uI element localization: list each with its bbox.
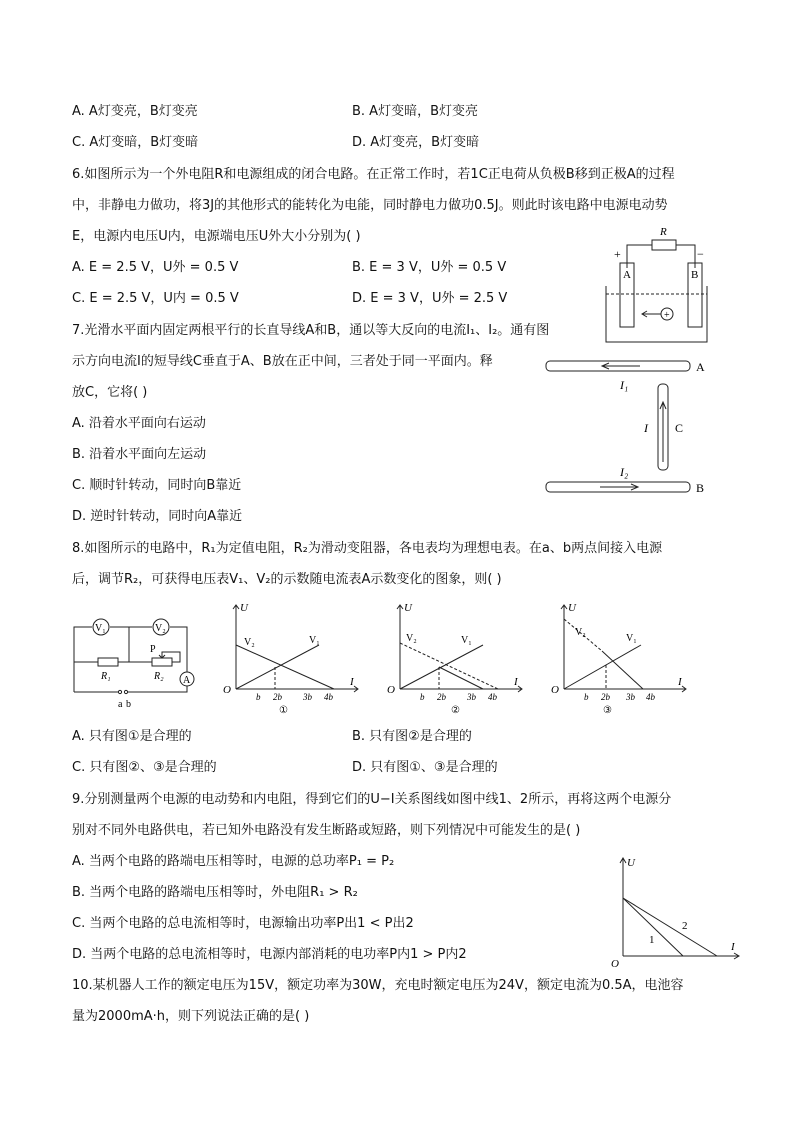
q7-fig-label-c: C xyxy=(675,421,684,435)
q8-g3-u: U xyxy=(568,602,576,614)
q6-fig-label-a: A xyxy=(623,269,631,281)
q6-stem-line3: E，电源内电压U内，电源端电压U外大小分别为( ) xyxy=(72,229,361,244)
q9-stem-line2: 别对不同外电路供电，若已知外电路没有发生断路或短路，则下列情况中可能发生的是( ) xyxy=(72,823,581,838)
q8-g1-tick-b: b xyxy=(256,692,261,702)
q8-g2-v2: V₂ xyxy=(406,633,417,644)
q6-fig-label-r: R xyxy=(660,226,667,238)
q6-option-c: C. E = 2.5 V，U内 = 0.5 V xyxy=(72,291,239,306)
q8-circuit-v1: V₁ xyxy=(95,623,106,634)
q8-g2-u: U xyxy=(404,602,412,614)
q8-option-a: A. 只有图①是合理的 xyxy=(72,729,192,744)
q7-fig-label-b: B xyxy=(696,481,705,495)
q6-fig-label-b: B xyxy=(691,269,699,281)
q7-option-b: B. 沿着水平面向左运动 xyxy=(72,447,207,462)
q8-g3-tick-b: b xyxy=(584,692,589,702)
q8-g1-v2: V₂ xyxy=(244,637,255,648)
q8-circuit-a: A xyxy=(183,675,191,686)
q6-fig-label-minus: − xyxy=(697,247,704,261)
q8-graph-3 xyxy=(546,597,701,719)
q7-wires-figure xyxy=(540,352,720,502)
q6-stem-line1: 6.如图所示为一个外电阻R和电源组成的闭合电路。在正常工作时，若1C正电荷从负极B移到正极A的过程 xyxy=(72,167,675,182)
q6-fig-label-charge: + xyxy=(664,310,670,321)
q8-g2-caption: ② xyxy=(451,705,460,716)
q8-g3-tick-4b: 4b xyxy=(646,692,655,702)
q9-fig-i: I xyxy=(731,941,735,953)
q9-ui-graph xyxy=(605,850,745,970)
q8-g2-tick-3b: 3b xyxy=(467,692,476,702)
q7-option-d: D. 逆时针转动，同时向A靠近 xyxy=(72,509,243,524)
q8-circuit-figure xyxy=(68,612,203,712)
q8-circuit-r1: R₁ xyxy=(101,671,111,682)
q8-circuit-v2: V₂ xyxy=(155,623,166,634)
q9-fig-o: O xyxy=(611,958,619,970)
q8-g2-tick-2b: 2b xyxy=(437,692,446,702)
q6-fig-label-plus: + xyxy=(614,247,621,261)
q7-option-c: C. 顺时针转动，同时向B靠近 xyxy=(72,478,242,493)
q8-circuit-p: P xyxy=(150,644,156,655)
q9-option-a: A. 当两个电路的路端电压相等时，电源的总功率P₁ = P₂ xyxy=(72,854,395,869)
q7-option-a: A. 沿着水平面向右运动 xyxy=(72,416,206,431)
q8-g3-tick-2b: 2b xyxy=(601,692,610,702)
q8-g2-i: I xyxy=(514,676,518,688)
q5-option-b: B. A灯变暗，B灯变亮 xyxy=(352,104,478,119)
q8-g1-v1: V₁ xyxy=(309,635,320,646)
q8-g3-v2: V₂ xyxy=(575,627,586,638)
q8-g1-tick-2b: 2b xyxy=(273,692,282,702)
q7-fig-label-i: I xyxy=(644,421,648,435)
q8-g3-caption: ③ xyxy=(603,705,612,716)
q6-option-a: A. E = 2.5 V，U外 = 0.5 V xyxy=(72,260,239,275)
q9-option-d: D. 当两个电路的总电流相等时，电源内部消耗的电功率P内1 > P内2 xyxy=(72,947,467,962)
q8-g1-tick-3b: 3b xyxy=(303,692,312,702)
q8-g1-tick-4b: 4b xyxy=(324,692,333,702)
q7-fig-label-a: A xyxy=(696,360,705,374)
q7-stem-line3: 放C，它将( ) xyxy=(72,385,148,400)
q8-circuit-terminal-a: a xyxy=(118,699,123,710)
q8-stem-line2: 后，调节R₂，可获得电压表V₁、V₂的示数随电流表A示数变化的图象，则( ) xyxy=(72,572,502,587)
q8-g1-u: U xyxy=(240,602,248,614)
q6-option-b: B. E = 3 V，U外 = 0.5 V xyxy=(352,260,507,275)
q9-fig-line2: 2 xyxy=(682,920,688,932)
q5-option-d: D. A灯变亮，B灯变暗 xyxy=(352,135,480,150)
q8-g2-o: O xyxy=(387,684,395,696)
q8-g1-caption: ① xyxy=(279,705,288,716)
q8-option-c: C. 只有图②、③是合理的 xyxy=(72,760,217,775)
q7-fig-label-i2: I₂ xyxy=(620,465,629,479)
q9-fig-line1: 1 xyxy=(649,934,655,946)
q8-g1-o: O xyxy=(223,684,231,696)
q8-g3-o: O xyxy=(551,684,559,696)
q8-option-b: B. 只有图②是合理的 xyxy=(352,729,472,744)
q7-stem-line2: 示方向电流I的短导线C垂直于A、B放在正中间，三者处于同一平面内。释 xyxy=(72,354,493,369)
q6-option-d: D. E = 3 V，U外 = 2.5 V xyxy=(352,291,508,306)
q9-option-b: B. 当两个电路的路端电压相等时，外电阻R₁ > R₂ xyxy=(72,885,358,900)
q6-battery-figure xyxy=(600,218,715,348)
q8-g2-v1: V₁ xyxy=(461,635,472,646)
q8-option-d: D. 只有图①、③是合理的 xyxy=(352,760,498,775)
q10-stem-line2: 量为2000mA·h，则下列说法正确的是( ) xyxy=(72,1009,310,1024)
q8-g3-tick-3b: 3b xyxy=(626,692,635,702)
q9-stem-line1: 9.分别测量两个电源的电动势和内电阻，得到它们的U−I关系图线如图中线1、2所示，再将这两个电源分 xyxy=(72,792,672,807)
q9-fig-u: U xyxy=(627,857,635,869)
q6-stem-line2: 中，非静电力做功，将3J的其他形式的能转化为电能，同时静电力做功0.5J。则此时该电路中电源电动势 xyxy=(72,198,668,213)
q8-graph-2 xyxy=(382,597,537,719)
q8-g3-v1: V₁ xyxy=(626,633,637,644)
q7-fig-label-i1: I₁ xyxy=(620,378,629,392)
q5-option-c: C. A灯变暗，B灯变暗 xyxy=(72,135,199,150)
q7-stem-line1: 7.光滑水平面内固定两根平行的长直导线A和B，通以等大反向的电流I₁、I₂。通有图 xyxy=(72,323,550,338)
q5-option-a: A. A灯变亮，B灯变亮 xyxy=(72,104,198,119)
q8-graph-1 xyxy=(218,597,373,719)
q8-g3-i: I xyxy=(678,676,682,688)
q8-g2-tick-4b: 4b xyxy=(488,692,497,702)
q8-circuit-terminal-b: b xyxy=(126,699,131,710)
q8-circuit-r2: R₂ xyxy=(154,671,164,682)
q10-stem-line1: 10.某机器人工作的额定电压为15V，额定功率为30W，充电时额定电压为24V，额定电流为0.5A，电池容 xyxy=(72,978,684,993)
q8-stem-line1: 8.如图所示的电路中，R₁为定值电阻，R₂为滑动变阻器，各电表均为理想电表。在a、b两点间接入电源 xyxy=(72,541,663,556)
q9-option-c: C. 当两个电路的总电流相等时，电源输出功率P出1 < P出2 xyxy=(72,916,414,931)
q8-g2-tick-b: b xyxy=(420,692,425,702)
q8-g1-i: I xyxy=(350,676,354,688)
